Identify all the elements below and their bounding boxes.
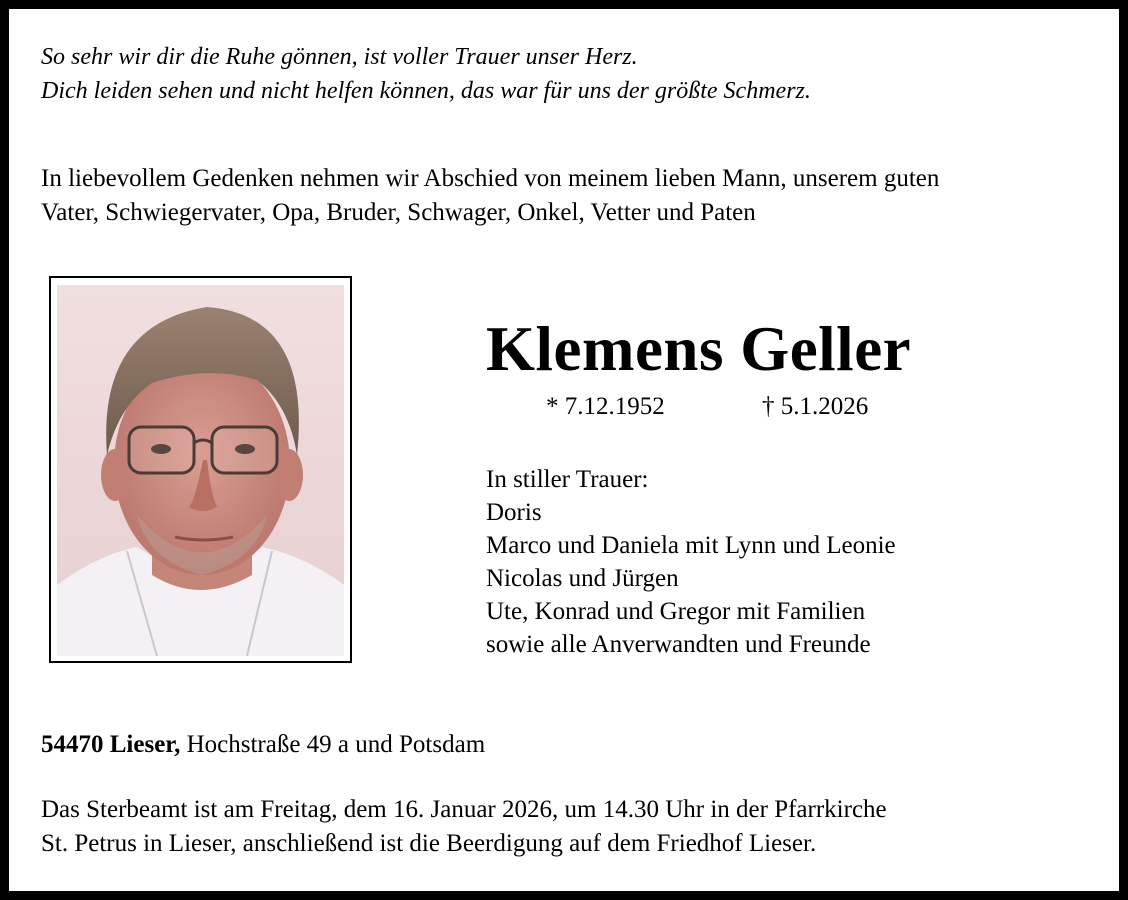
portrait-frame — [49, 276, 352, 663]
mourner-entry: Doris — [486, 499, 542, 526]
mourner-entry: Marco und Daniela mit Lynn und Leonie — [486, 532, 896, 559]
farewell-intro — [41, 162, 939, 230]
mourner-entry: sowie alle Anverwandten und Freunde — [486, 631, 871, 658]
portrait-photo — [57, 285, 344, 656]
mourners-heading: In stiller Trauer: — [486, 466, 649, 493]
mourner-entry: Nicolas und Jürgen — [486, 565, 679, 592]
address-street: Hochstraße 49 a und Potsdam — [180, 731, 486, 758]
funeral-service-info — [41, 793, 887, 861]
service-line-1: Das Sterbeamt ist am Freitag, dem 16. Januar 2026, um 14.30 Uhr in der Pfarrkirche — [41, 796, 887, 823]
memorial-verse-line-1: So sehr wir dir die Ruhe gönnen, ist voller Trauer unser Herz. — [41, 44, 638, 70]
farewell-intro-line-2: Vater, Schwiegervater, Opa, Bruder, Schwager, Onkel, Vetter und Paten — [41, 199, 756, 226]
mourners-list — [486, 463, 896, 661]
memorial-verse — [41, 40, 811, 108]
birth-date: * 7.12.1952 — [546, 393, 665, 420]
family-address — [41, 728, 485, 762]
death-date: † 5.1.2026 — [762, 393, 869, 420]
service-line-2: St. Petrus in Lieser, anschließend ist die Beerdigung auf dem Friedhof Lieser. — [41, 830, 817, 857]
farewell-intro-line-1: In liebevollem Gedenken nehmen wir Abschied von meinem lieben Mann, unserem guten — [41, 165, 940, 192]
memorial-verse-line-2: Dich leiden sehen und nicht helfen können, das war für uns der größte Schmerz. — [41, 78, 811, 104]
mourner-entry: Ute, Konrad und Gregor mit Familien — [486, 598, 866, 625]
deceased-name: Klemens Geller — [486, 314, 912, 384]
address-town: 54470 Lieser, — [41, 731, 181, 758]
